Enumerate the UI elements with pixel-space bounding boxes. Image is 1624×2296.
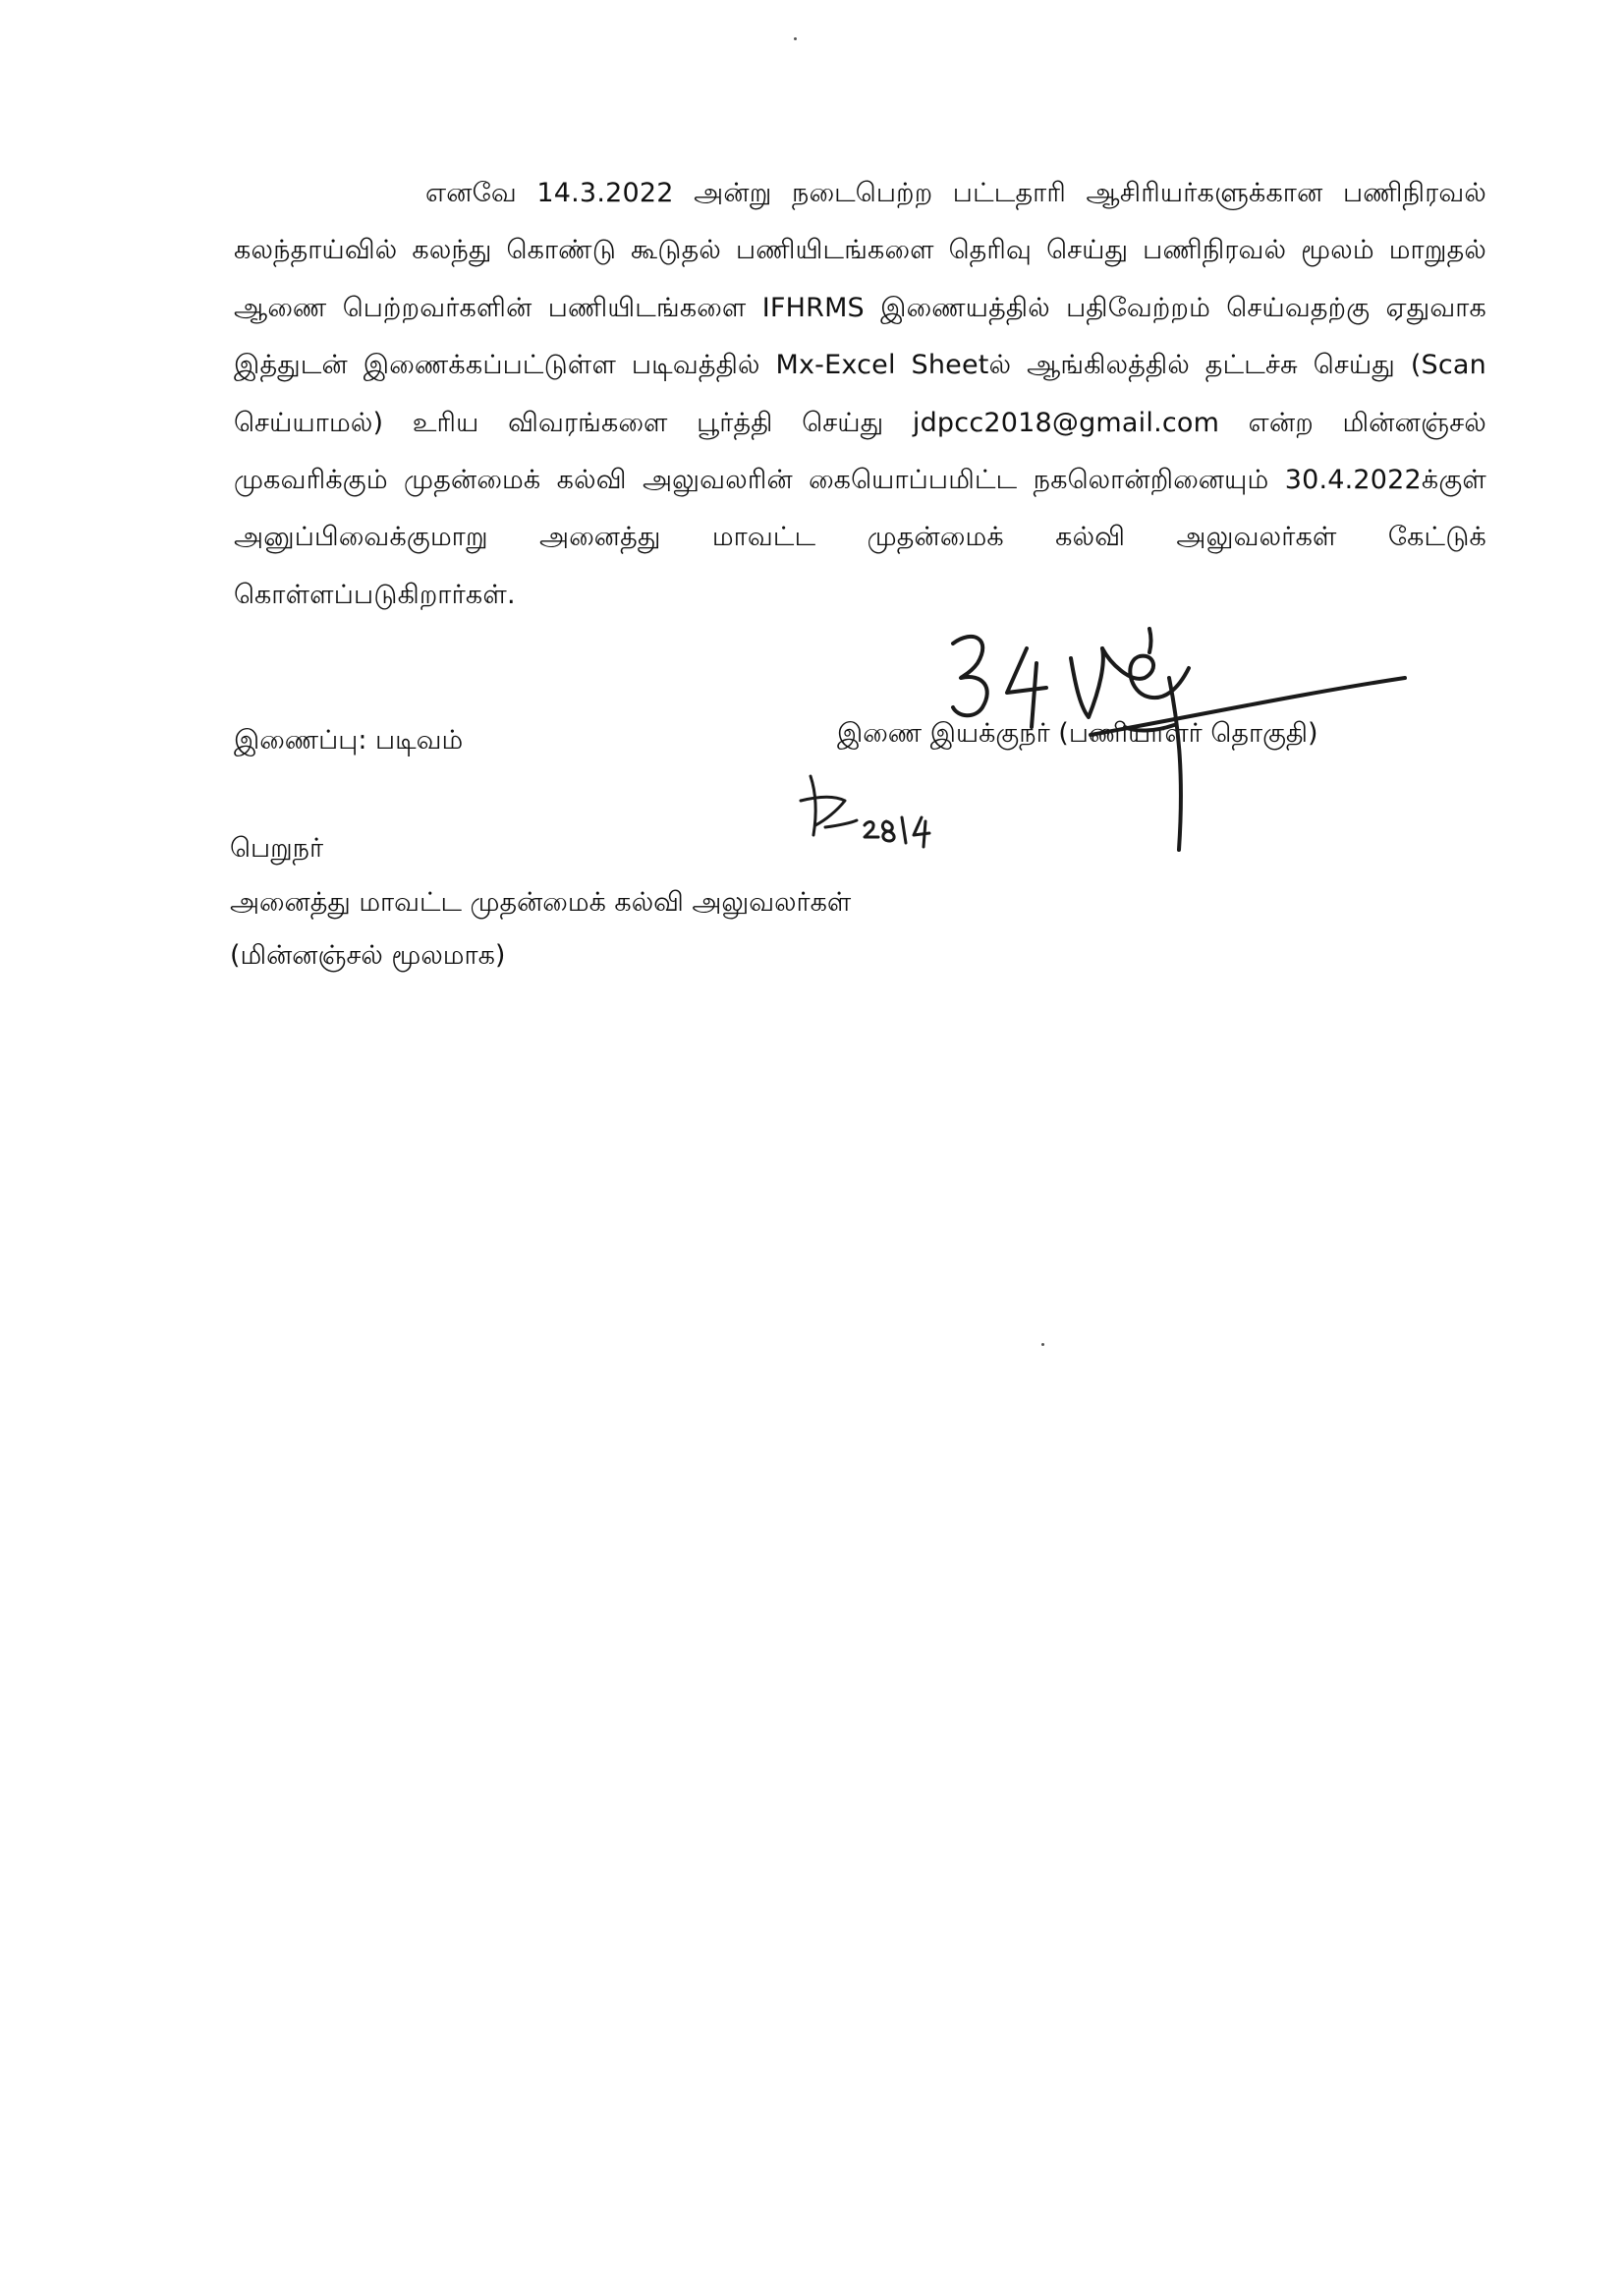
enclosure-label: இணைப்பு: படிவம் <box>234 725 464 756</box>
scan-speck <box>1041 1343 1044 1346</box>
scan-speck <box>794 37 797 40</box>
recipient-name: அனைத்து மாவட்ட முதன்மைக் கல்வி அலுவலர்கள் <box>230 887 852 918</box>
handwritten-initials <box>796 766 943 855</box>
recipient-heading: பெறுநர் <box>230 833 324 864</box>
signatory-designation: இணை இயக்குநர் (பணியாளர் தொகுதி) <box>837 718 1318 749</box>
letter-body-paragraph: எனவே 14.3.2022 அன்று நடைபெற்ற பட்டதாரி ஆசிரியர்களுக்கான பணிநிரவல் கலந்தாய்வில் கலந்து கொண்டு கூடுதல் பணியிடங்களை தெரிவு செய்து பணிநிரவல் மூலம் மாறுதல் ஆணை பெற்றவர்களின் பணியிடங்களை IFHRMS இணையத்தில் பதிவேற்றம் செய்வதற்கு ஏதுவாக இத்துடன் இணைக்கப்பட்டுள்ள படிவத்தில் Mx-Excel Sheetல் ஆங்கிலத்தில் தட்டச்சு செய்து (Scan செய்யாமல்) உரிய விவரங்களை பூர்த்தி செய்து jdpcc2018@gmail.com என்ற மின்னஞ்சல் முகவரிக்கும் முதன்மைக் கல்வி அலுவலரின் கையொப்பமிட்ட நகலொன்றினையும் 30.4.2022க்குள் அனுப்பிவைக்குமாறு அனைத்து மாவட்ட முதன்மைக் கல்வி அலுவலர்கள் கேட்டுக் கொள்ளப்படுகிறார்கள். <box>234 178 1486 610</box>
delivery-mode: (மின்னஞ்சல் மூலமாக) <box>230 940 506 971</box>
handwritten-signature <box>933 609 1484 865</box>
